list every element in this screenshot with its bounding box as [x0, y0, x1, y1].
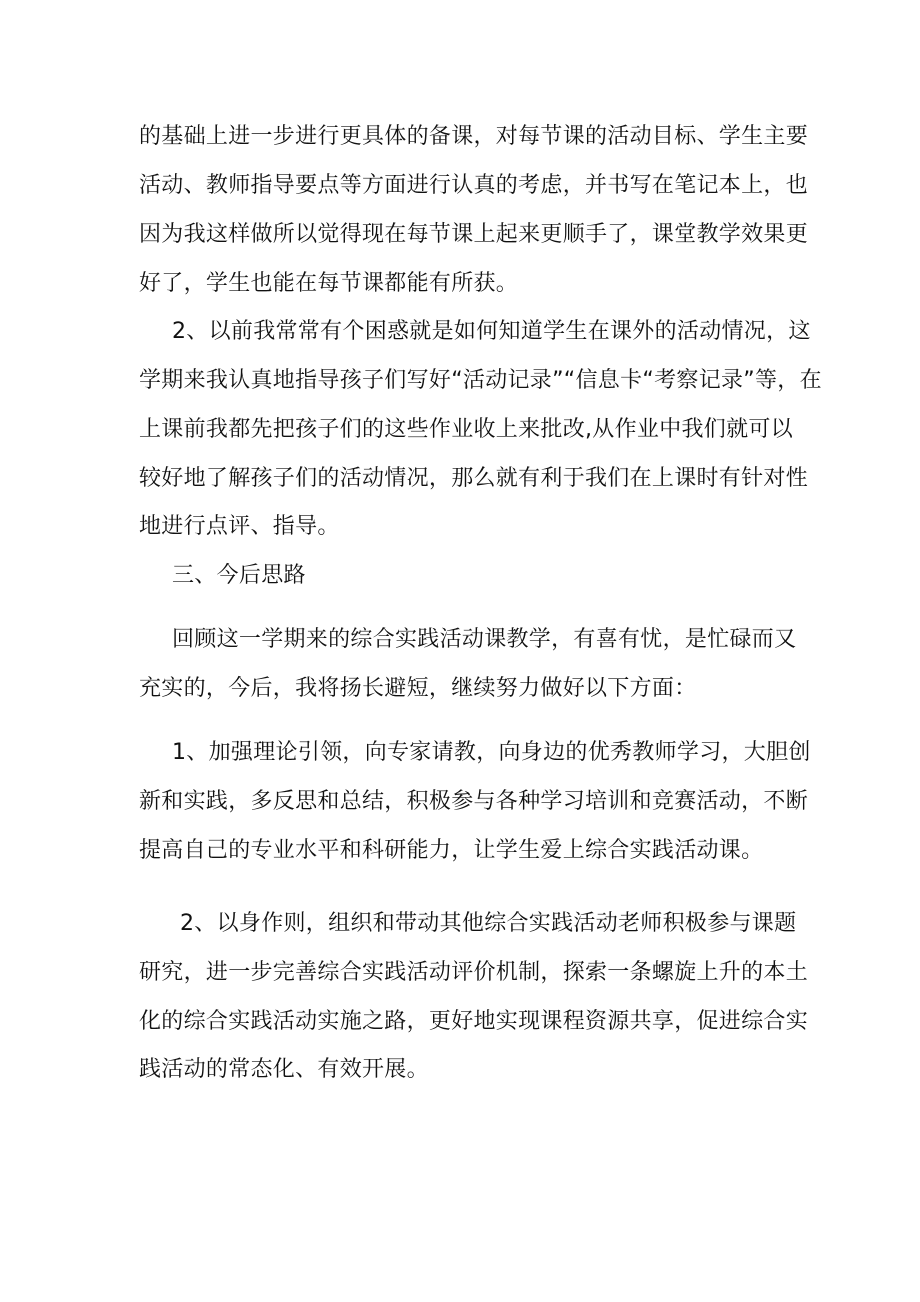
paragraph-3-line-1: 回顾这一学期来的综合实践活动课教学，有喜有忧，是忙碌而又 [172, 627, 797, 652]
paragraph-1-line-1: 的基础上进一步进行更具体的备课，对每节课的活动目标、学生主要 [139, 124, 809, 149]
paragraph-2-line-3: 上课前我都先把孩子们的这些作业收上来批改,从作业中我们就可以 [139, 417, 793, 442]
paragraph-2-line-5: 地进行点评、指导。 [139, 514, 340, 539]
paragraph-4-line-3: 提高自己的专业水平和科研能力，让学生爱上综合实践活动课。 [139, 838, 764, 863]
paragraph-2-line-2: 学期来我认真地指导孩子们写好“活动记录”“信息卡“考察记录”等，在 [139, 368, 822, 393]
paragraph-5-line-1: 2、以身作则，组织和带动其他综合实践活动老师积极参与课题 [180, 911, 797, 936]
paragraph-4-line-2: 新和实践，多反思和总结，积极参与各种学习培训和竞赛活动，不断 [139, 789, 809, 814]
paragraph-5-line-4: 践活动的常态化、有效开展。 [139, 1057, 429, 1082]
paragraph-1-line-4: 好了，学生也能在每节课都能有所获。 [139, 271, 519, 296]
paragraph-1-line-3: 因为我这样做所以觉得现在每节课上起来更顺手了，课堂教学效果更 [139, 222, 809, 247]
paragraph-4-line-1: 1、加强理论引领，向专家请教，向身边的优秀教师学习，大胆创 [172, 740, 811, 765]
paragraph-2-line-4: 较好地了解孩子们的活动情况，那么就有利于我们在上课时有针对性 [139, 466, 809, 491]
paragraph-2-line-1: 2、以前我常常有个困惑就是如何知道学生在课外的活动情况，这 [172, 319, 811, 344]
paragraph-1-line-2: 活动、教师指导要点等方面进行认真的考虑，并书写在笔记本上，也 [139, 173, 809, 198]
section-heading: 三、今后思路 [172, 563, 306, 588]
paragraph-3-line-2: 充实的，今后，我将扬长避短，继续努力做好以下方面： [139, 676, 697, 701]
paragraph-5-line-2: 研究，进一步完善综合实践活动评价机制，探索一条螺旋上升的本土 [139, 960, 809, 985]
paragraph-5-line-3: 化的综合实践活动实施之路，更好地实现课程资源共享，促进综合实 [139, 1009, 809, 1034]
